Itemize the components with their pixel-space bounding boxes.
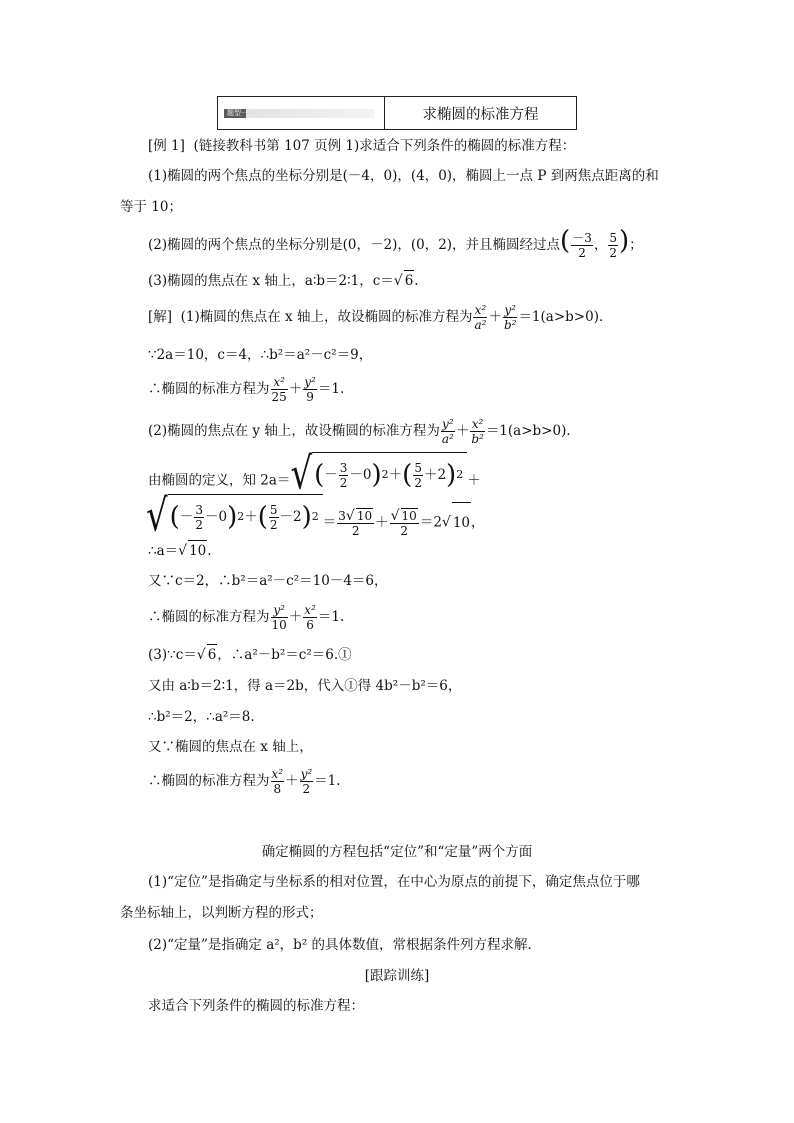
frac-den: 25 — [271, 390, 287, 404]
solution-text: ∴椭圆的标准方程为 — [148, 381, 270, 397]
radical-sign: √ — [178, 543, 188, 559]
note-title: 确定椭圆的方程包括“定位”和“定量”两个方面 — [261, 844, 533, 860]
solution-text: (1)椭圆的焦点在 x 轴上，故设椭圆的标准方程为 — [180, 309, 473, 325]
fraction — [303, 375, 317, 404]
radical-sign: √ — [345, 508, 355, 524]
solution-text: (3)∵c＝ — [148, 647, 197, 663]
solution-line-1 — [148, 300, 612, 334]
solution-line-3 — [148, 372, 344, 406]
frac-num: y² — [271, 603, 288, 618]
plus: ＋ — [455, 423, 470, 439]
example-tag: [例 1] — [148, 138, 185, 154]
solution-line-11: 又由 a∶b＝2∶1，得 a＝2b，代入①得 4b²－b²＝6， — [148, 678, 462, 694]
frac-num: y² — [442, 417, 454, 431]
practice-intro: 求适合下列条件的椭圆的标准方程： — [148, 998, 364, 1014]
frac-num: 5 — [414, 460, 422, 475]
frac-den: 2 — [578, 246, 586, 260]
frac-num — [390, 508, 419, 524]
condition-2 — [148, 228, 643, 262]
frac-den: a² — [441, 432, 454, 446]
solution-line-2: ∵2a＝10，c＝4，∴b²＝a²－c²＝9， — [148, 347, 373, 363]
comma: ， — [593, 237, 608, 253]
equals: ＝ — [322, 514, 337, 531]
left-paren: ( — [257, 502, 268, 532]
plus: ＋ — [288, 381, 303, 397]
section-label: 题型一 — [227, 109, 248, 117]
radical-sign: √ — [290, 447, 313, 500]
fraction — [300, 767, 314, 796]
frac-num: －3 — [572, 231, 592, 245]
section-label-bar — [224, 109, 374, 118]
condition-3-end: . — [414, 273, 419, 289]
solution-text: ， — [471, 514, 485, 531]
left-paren: ( — [402, 460, 413, 490]
solution-line-4 — [148, 414, 580, 448]
example-intro-text: (链接教科书第 107 页例 1)求适合下列条件的椭圆的标准方程： — [193, 138, 576, 154]
exponent: 2 — [311, 510, 319, 523]
condition-2-text: (2)椭圆的两个焦点的坐标分别是(0，－2)，(0，2)，并且椭圆经过点 — [148, 237, 561, 253]
fraction — [271, 603, 288, 632]
frac-num: 3 — [339, 460, 348, 475]
section-header — [217, 96, 577, 130]
left-paren: ( — [560, 226, 571, 256]
condition-2-end: ； — [629, 237, 643, 253]
fraction — [503, 303, 518, 332]
frac-den: 2 — [351, 524, 360, 538]
fraction — [413, 461, 423, 490]
right-paren: ) — [301, 502, 312, 532]
sqrt-value: 10 — [356, 509, 373, 523]
frac-den: 2 — [414, 475, 422, 490]
radical-sign: √ — [393, 273, 403, 289]
sqrt-body — [312, 452, 467, 495]
frac-den: 8 — [273, 782, 282, 796]
frac-den: 6 — [306, 618, 314, 632]
sqrt-value: 6 — [207, 644, 218, 665]
exponent: 2 — [456, 468, 464, 481]
condition-1-line-1: (1)椭圆的两个焦点的坐标分别是(－4，0)，(4，0)，椭圆上一点 P 到两焦点距离的和 — [148, 168, 659, 184]
solution-line-10 — [148, 644, 352, 665]
sqrt-body — [168, 494, 323, 537]
coefficient: 2 — [433, 514, 442, 531]
right-paren: ) — [618, 226, 630, 256]
plus: ＋ — [388, 467, 403, 483]
frac-den: 2 — [339, 475, 348, 490]
fraction — [470, 417, 485, 446]
solution-line-12: ∴b²＝2，∴a²＝8. — [148, 709, 255, 725]
frac-den: 2 — [400, 524, 409, 538]
frac-num — [337, 508, 374, 524]
fraction — [194, 503, 204, 532]
solution-text: ∴椭圆的标准方程为 — [148, 609, 270, 625]
plus: ＋ — [244, 509, 258, 525]
solution-line-7: ∴a＝√ 10. — [148, 540, 212, 561]
solution-line-13: 又∵椭圆的焦点在 x 轴上， — [148, 739, 313, 755]
solution-line-6 — [146, 489, 485, 543]
exponent: 2 — [237, 510, 245, 523]
right-paren: ) — [371, 460, 382, 490]
plus: ＋ — [375, 514, 389, 531]
left-paren: ( — [169, 502, 180, 532]
minus: － — [324, 467, 338, 483]
frac-num: y² — [504, 303, 516, 317]
frac-num: y² — [300, 767, 313, 781]
frac-num: x² — [471, 417, 484, 431]
frac-num: x² — [271, 375, 288, 390]
plus: ＋ — [488, 309, 502, 325]
radical-sign: √ — [146, 489, 168, 542]
frac-den: b² — [471, 432, 484, 446]
right-paren: ) — [446, 460, 457, 490]
condition-3 — [148, 270, 419, 291]
minus-zero: －0 — [349, 467, 372, 483]
frac-den: 10 — [271, 618, 287, 632]
example-intro — [148, 136, 575, 156]
frac-den: 2 — [269, 517, 278, 532]
solution-tag: [解] — [148, 309, 173, 325]
sqrt-expression — [146, 489, 323, 542]
frac-den: a² — [474, 318, 487, 332]
frac-num: 5 — [269, 502, 278, 517]
fraction — [303, 603, 317, 632]
solution-line-14 — [148, 764, 341, 798]
condition-1-line-2: 等于 10； — [120, 199, 182, 215]
fraction — [269, 503, 279, 532]
solution-text: ＝1(a>b>0)． — [518, 309, 613, 325]
fraction — [441, 417, 455, 446]
sqrt-value: 10 — [188, 540, 207, 561]
practice-title: [跟踪训练] — [364, 968, 430, 984]
frac-num: 3 — [195, 502, 203, 517]
condition-3-text: (3)椭圆的焦点在 x 轴上，a∶b＝2∶1，c＝ — [148, 273, 394, 289]
frac-den: 2 — [609, 246, 617, 260]
frac-num: x² — [304, 603, 316, 617]
solution-text: ∴椭圆的标准方程为 — [148, 773, 270, 789]
plus-two: ＋2 — [423, 467, 447, 483]
solution-text: ＝1(a>b>0)． — [485, 423, 580, 439]
frac-den: 2 — [195, 517, 203, 532]
right-paren: ) — [227, 502, 238, 532]
radical-sign: √ — [441, 514, 451, 531]
solution-text: ＝1. — [317, 381, 345, 397]
header-label-cell — [218, 97, 385, 129]
equals: ＝ — [419, 514, 434, 531]
section-title: 求椭圆的标准方程 — [422, 106, 539, 123]
frac-num: 5 — [609, 231, 617, 245]
fraction — [608, 231, 618, 260]
minus: － — [179, 509, 194, 525]
fraction — [271, 767, 285, 796]
frac-den: b² — [503, 318, 517, 332]
radical-sign: √ — [196, 647, 206, 663]
solution-text: ，∴a²－b²＝c²＝6.① — [217, 647, 352, 663]
fraction — [337, 508, 374, 538]
minus-two: －2 — [279, 509, 302, 525]
plus: ＋ — [467, 472, 481, 489]
frac-den: 9 — [306, 390, 314, 404]
sqrt-expression — [290, 447, 467, 500]
frac-den: 2 — [302, 782, 311, 796]
note-paragraph-1-line-1: (1)“定位”是指确定与坐标系的相对位置，在中心为原点的前提下，确定焦点位于哪 — [148, 874, 640, 890]
left-paren: ( — [314, 460, 325, 490]
solution-line-9 — [148, 600, 344, 634]
solution-text: 由椭圆的定义，知 2a＝ — [148, 472, 291, 489]
fraction — [473, 303, 487, 332]
frac-num: y² — [304, 375, 316, 389]
note-paragraph-2: (2)“定量”是指确定 a²，b² 的具体数值，常根据条件列方程求解． — [148, 937, 542, 953]
solution-text: ＝1. — [314, 773, 341, 789]
fraction — [390, 508, 419, 538]
sqrt-value: 10 — [452, 502, 471, 543]
solution-line-8: 又∵c＝2，∴b²＝a²－c²＝10－4＝6， — [148, 573, 388, 589]
plus: ＋ — [285, 773, 299, 789]
sqrt-value: 10 — [401, 509, 417, 523]
fraction — [271, 375, 288, 404]
fraction — [339, 461, 349, 490]
minus-zero: －0 — [204, 509, 228, 525]
note-paragraph-1-line-2: 条坐标轴上，以判断方程的形式； — [120, 905, 323, 921]
exponent: 2 — [381, 468, 389, 481]
coefficient: 3 — [338, 509, 346, 523]
solution-text: ＝1. — [317, 609, 345, 625]
solution-text: ∴a＝ — [148, 543, 179, 559]
frac-num: x² — [474, 303, 487, 317]
solution-text: (2)椭圆的焦点在 y 轴上，故设椭圆的标准方程为 — [148, 423, 440, 439]
radical-sign: √ — [390, 508, 400, 524]
fraction — [571, 231, 593, 260]
frac-num: x² — [271, 767, 284, 781]
sqrt-value: 6 — [404, 270, 415, 291]
plus: ＋ — [288, 609, 303, 625]
